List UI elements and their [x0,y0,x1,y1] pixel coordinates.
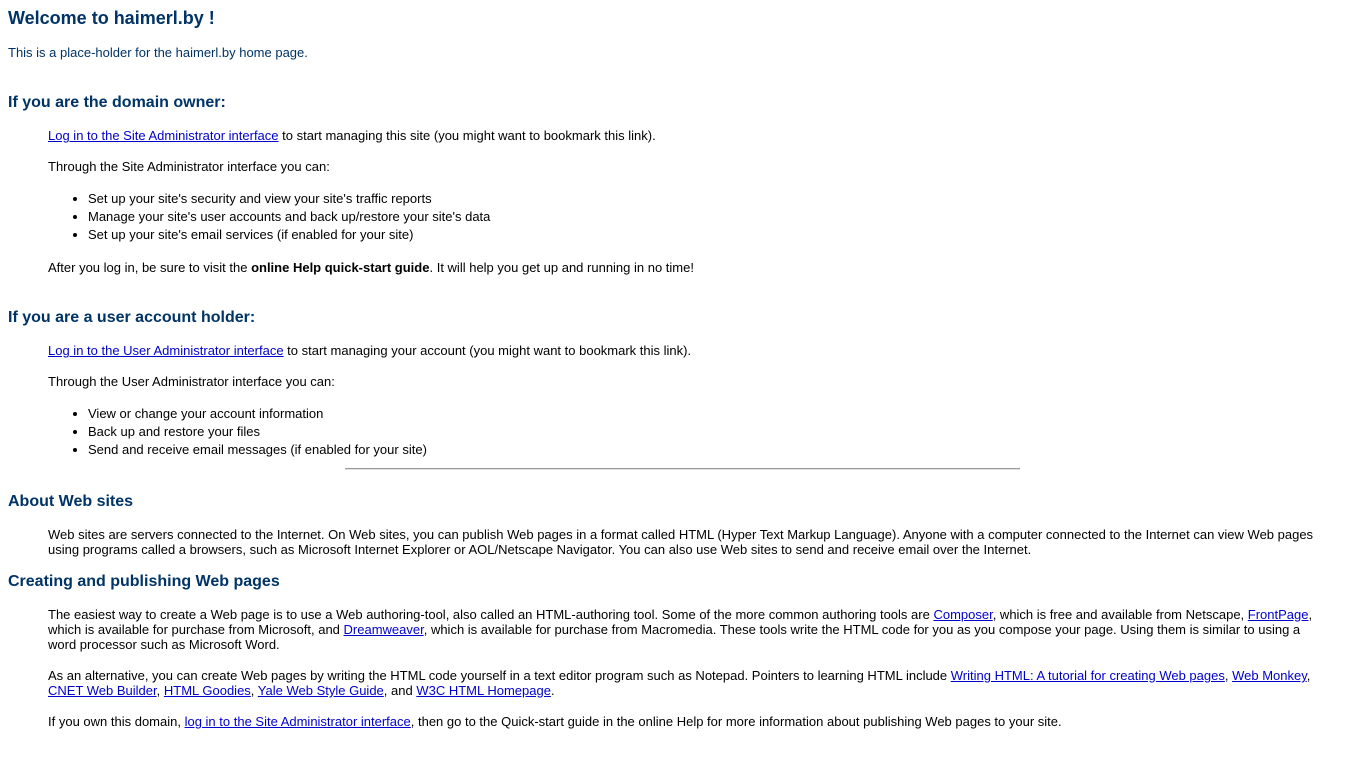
user-through-text: Through the User Administrator interface you can: [48,374,335,389]
owner-after-prefix: After you log in, be sure to visit the [48,260,252,275]
owner-through-text: Through the Site Administrator interface you can: [48,159,330,174]
creating-heading: Creating and publishing Web pages [8,573,280,590]
owner-login-suffix: to start managing this site (you might want to bookmark this link). [278,128,656,143]
cnet-web-builder-link[interactable]: CNET Web Builder [48,683,157,698]
html-resources-paragraph [48,668,1318,698]
about-heading: About Web sites [8,493,134,510]
list-item: • Set up your site's security and view your site's traffic reports [88,190,490,208]
yale-style-guide-link[interactable]: Yale Web Style Guide [257,683,384,698]
owner-heading: If you are the domain owner: [8,94,226,111]
text-span: The easiest way to create a Web page is to use a Web authoring-tool, also called an HTML-authoring tool. Some of the more common authoring tools are [48,607,934,622]
text-span: , [156,683,164,698]
list-item: • Send and receive email messages (if enabled for your site) [88,441,427,459]
text-span: , [1306,668,1311,683]
text-span: If you own this domain, [48,714,185,729]
user-admin-login-link[interactable]: Log in to the User Administrator interface [48,343,284,358]
domain-owner-publishing-paragraph [48,714,1318,729]
owner-after-paragraph [48,260,1318,275]
writing-html-link[interactable]: Writing HTML: A tutorial for creating Web pages [950,668,1225,683]
site-admin-login-link-bottom[interactable]: log in to the Site Administrator interface [184,714,411,729]
user-login-paragraph [48,343,1318,358]
text-span: , [1224,668,1233,683]
site-admin-login-link[interactable]: Log in to the Site Administrator interface [48,128,279,143]
text-span: , then go to the Quick-start guide in the online Help for more information about publishing Web pages to your site. [410,714,1062,729]
list-item: • View or change your account information [88,405,427,423]
user-login-suffix: to start managing your account (you might want to bookmark this link). [283,343,692,358]
frontpage-link[interactable]: FrontPage [1247,607,1309,622]
user-heading: If you are a user account holder: [8,309,256,326]
html-goodies-link[interactable]: HTML Goodies [163,683,251,698]
intro-text: This is a place-holder for the haimerl.by home page. [8,45,308,60]
list-item: • Back up and restore your files [88,423,427,441]
composer-link[interactable]: Composer [933,607,993,622]
about-text: Web sites are servers connected to the Internet. On Web sites, you can publish Web pages in a format called HTML (Hyper Text Markup Language). Anyone with a computer connected to the Internet can view Web pages using programs called a browsers, such as Microsoft Internet Explorer or AOL/Netscape Navigator. You can also use Web sites to send and receive email over the Internet. [48,527,1314,557]
dreamweaver-link[interactable]: Dreamweaver [343,622,424,637]
owner-login-paragraph [48,128,1318,143]
user-capabilities-list [48,405,427,459]
text-span: As an alternative, you can create Web pages by writing the HTML code yourself in a text editor program such as Notepad. Pointers to learning HTML include [48,668,951,683]
text-span: , and [383,683,417,698]
web-monkey-link[interactable]: Web Monkey [1232,668,1307,683]
authoring-tools-paragraph [48,607,1318,652]
owner-capabilities-list [48,190,490,244]
text-span: , [250,683,258,698]
text-span: , which is available for purchase from Microsoft, and [48,607,1313,637]
quick-start-guide-text: online Help quick-start guide [251,260,430,275]
w3c-html-homepage-link[interactable]: W3C HTML Homepage [416,683,551,698]
page-title: Welcome to haimerl.by ! [8,8,215,28]
section-divider [345,468,1020,470]
text-span: . [550,683,555,698]
text-span: , which is available for purchase from Macromedia. These tools write the HTML code for you as you compose your page. Using them is similar to using a word processor such as Microsoft Word. [48,622,1301,652]
text-span: , which is free and available from Netscape, [992,607,1248,622]
owner-after-suffix: . It will help you get up and running in no time! [429,260,694,275]
list-item: • Manage your site's user accounts and back up/restore your site's data [88,208,490,226]
list-item: • Set up your site's email services (if enabled for your site) [88,226,490,244]
